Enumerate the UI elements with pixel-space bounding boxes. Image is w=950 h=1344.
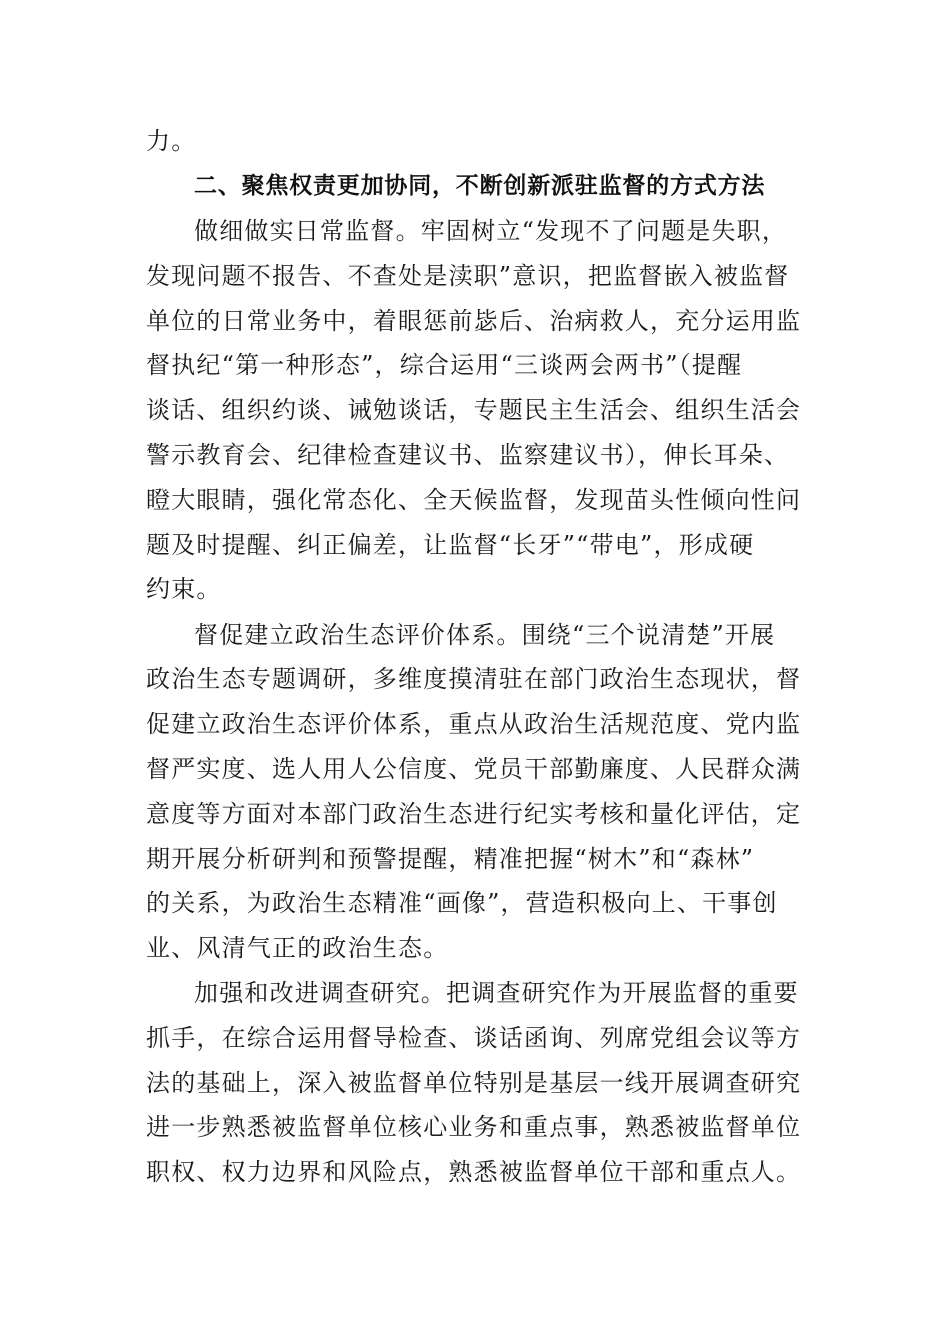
- paragraph-line: 期开展分析研判和预警提醒，精准把握“树木”和“森林”: [146, 845, 755, 873]
- paragraph-line: 的关系，为政治生态精准“画像”，营造积极向上、干事创: [146, 889, 778, 917]
- paragraph-line: 抓手，在综合运用督导检查、谈话函询、列席党组会议等方: [146, 1024, 802, 1052]
- paragraph-line: 职权、权力边界和风险点，熟悉被监督单位干部和重点人。: [146, 1158, 802, 1186]
- paragraph-line: 督促建立政治生态评价体系。围绕“三个说清楚”开展: [194, 621, 776, 649]
- paragraph-line: 加强和改进调查研究。把调查研究作为开展监督的重要: [194, 979, 799, 1007]
- paragraph-line: 进一步熟悉被监督单位核心业务和重点事，熟悉被监督单位: [146, 1113, 802, 1141]
- paragraph-line: 促建立政治生态评价体系，重点从政治生活规范度、党内监: [146, 710, 802, 738]
- paragraph-line: 题及时提醒、纠正偏差，让监督“长牙”“带电”，形成硬: [146, 531, 755, 559]
- paragraph-line: 做细做实日常监督。牢固树立“发现不了问题是失职，: [194, 217, 788, 245]
- paragraph-line: 法的基础上，深入被监督单位特别是基层一线开展调查研究: [146, 1069, 802, 1097]
- paragraph-line: 瞪大眼睛，强化常态化、全天候监督，发现苗头性倾向性问: [146, 486, 802, 514]
- paragraph-line: 意度等方面对本部门政治生态进行纪实考核和量化评估，定: [146, 800, 802, 828]
- paragraph-line: 警示教育会、纪律检查建议书、监察建议书），伸长耳朵、: [146, 441, 790, 469]
- paragraph-line: 督严实度、选人用人公信度、党员干部勤廉度、人民群众满: [146, 755, 802, 783]
- paragraph-line: 单位的日常业务中，着眼惩前毖后、治病救人，充分运用监: [146, 307, 802, 335]
- paragraph-line: 发现问题不报告、不查处是渎职”意识，把监督嵌入被监督: [146, 262, 790, 290]
- paragraph-line: 督执纪“第一种形态”，综合运用“三谈两会两书”（提醒: [146, 351, 743, 379]
- paragraph-line: 业、风清气正的政治生态。: [146, 934, 449, 962]
- section-heading: 二、聚焦权责更加协同，不断创新派驻监督的方式方法: [194, 173, 766, 199]
- paragraph-line: 谈话、组织约谈、诫勉谈话，专题民主生活会、组织生活会: [146, 396, 802, 424]
- paragraph-line: 政治生态专题调研，多维度摸清驻在部门政治生态现状，督: [146, 665, 802, 693]
- continuation-line: 力。: [146, 127, 197, 155]
- paragraph-line: 约束。: [146, 575, 222, 603]
